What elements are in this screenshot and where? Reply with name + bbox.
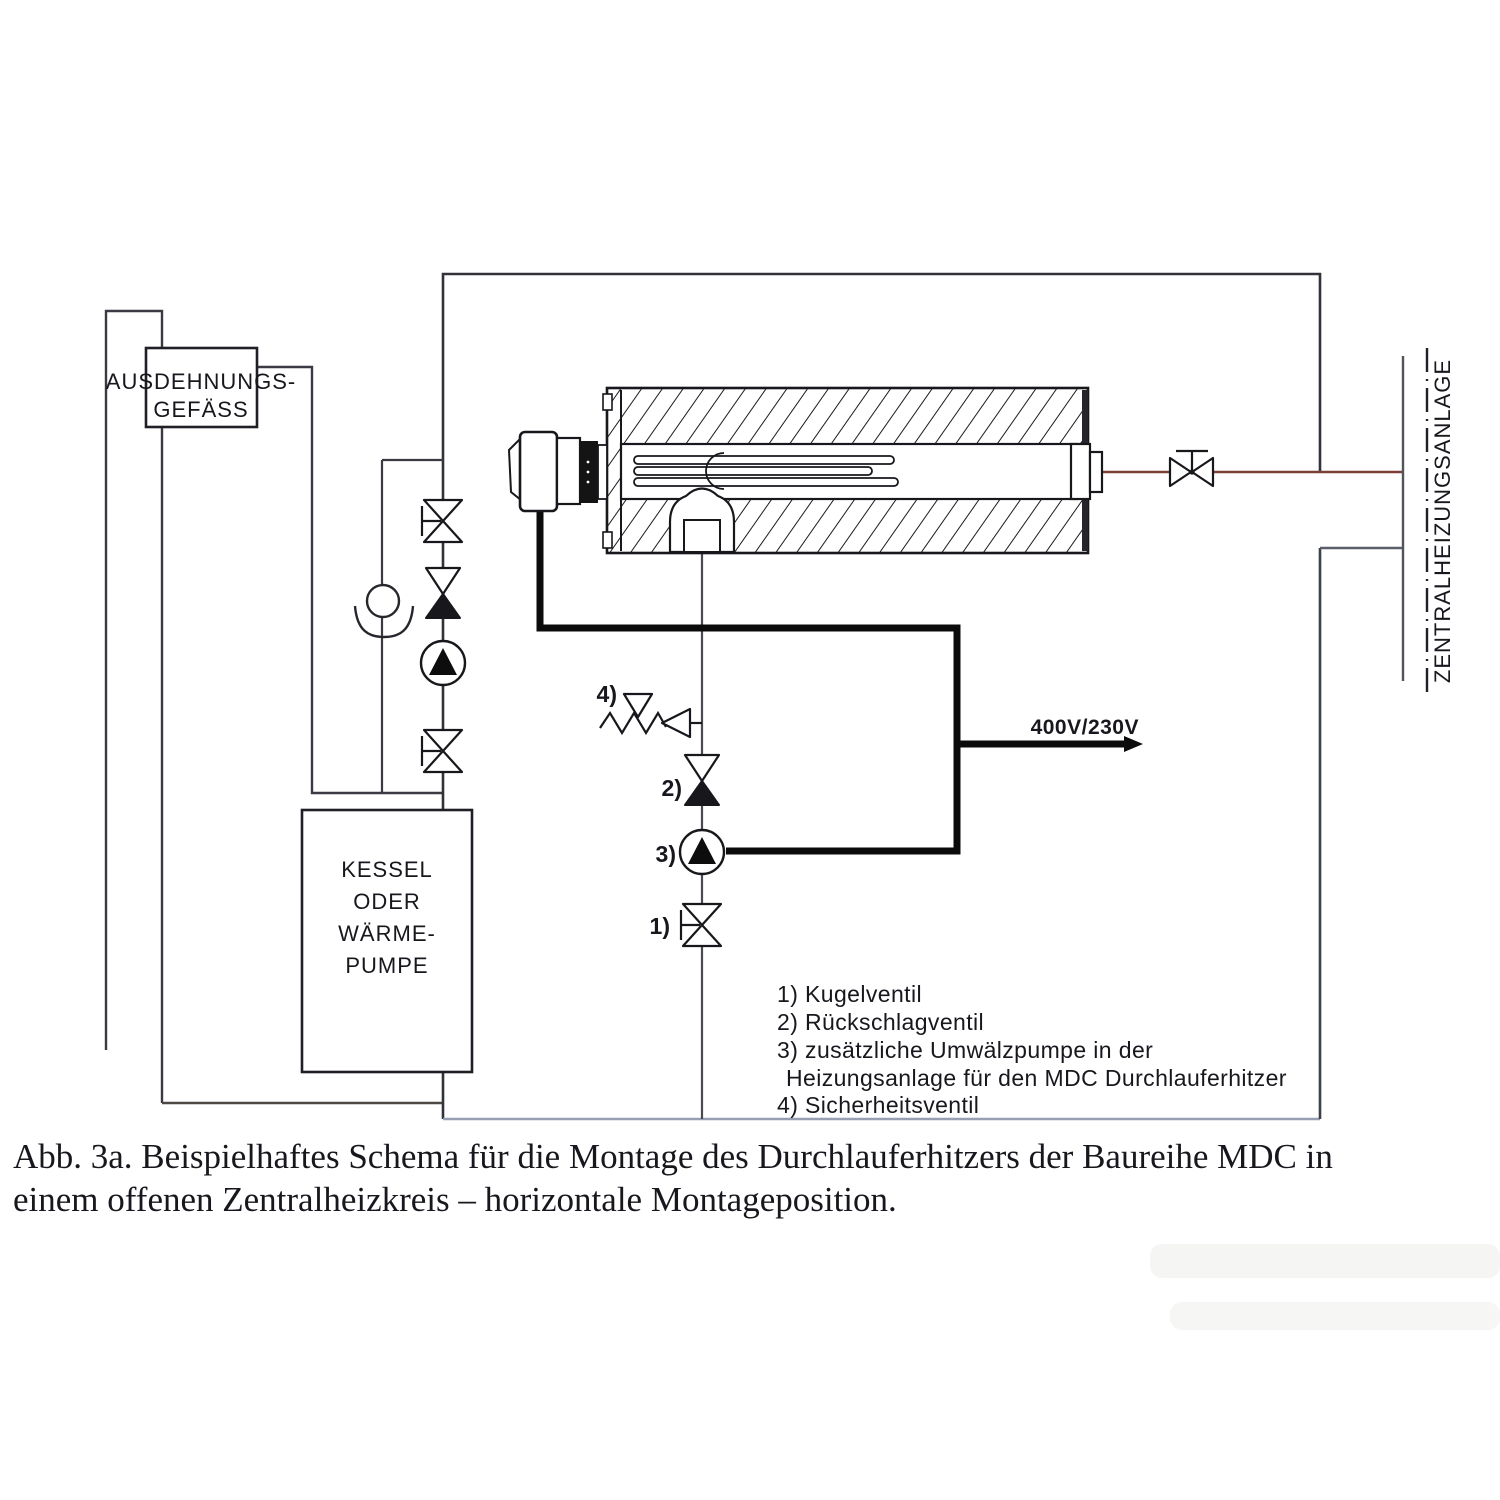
outlet-valve <box>1170 451 1213 486</box>
boiler-label-4: PUMPE <box>345 953 429 978</box>
heater-endplate-top <box>1082 390 1088 444</box>
legend <box>777 981 1287 1118</box>
boiler-label-3: WÄRME- <box>338 921 436 946</box>
legend-item-3b: Heizungsanlage für den MDC Durchlauferhitzer <box>786 1065 1287 1091</box>
callout-3: 3) <box>655 841 676 867</box>
boiler-label-2: ODER <box>353 889 421 914</box>
legend-item-1: 1) Kugelventil <box>777 981 922 1007</box>
safety-valve-top-icon <box>624 694 652 717</box>
callout-4: 4) <box>596 681 617 707</box>
callout-2: 2) <box>661 775 682 801</box>
safety-valve-body-icon <box>662 709 690 737</box>
heater-outlet-fitting-2 <box>1090 452 1102 492</box>
artifact-band-2 <box>1170 1302 1500 1330</box>
ball-valve-icon <box>422 500 462 542</box>
ball-valve-icon <box>422 730 462 772</box>
caption-line-1: Abb. 3a. Beispielhaftes Schema für die Montage des Durchlauferhitzers der Baureihe MDC in <box>13 1137 1333 1176</box>
caption-line-2: einem offenen Zentralheizkreis – horizontale Montageposition. <box>13 1180 897 1219</box>
artifact-band-1 <box>1150 1244 1500 1278</box>
power-cable-path <box>540 505 957 851</box>
heater-flange-notch-top <box>603 394 612 410</box>
legend-item-3: 3) zusätzliche Umwälzpumpe in der <box>777 1037 1154 1063</box>
central-heating-label: ZENTRALHEIZUNGSANLAGE <box>1430 358 1455 684</box>
check-valve-icon <box>426 568 460 618</box>
heater-inlet-fitting <box>684 520 720 552</box>
heater-endplate-bottom <box>1082 499 1088 551</box>
valve-column-center <box>597 681 724 946</box>
figure-caption <box>13 1137 1333 1219</box>
head-band-dot-3 <box>587 481 590 484</box>
pipe-vessel-to-boiler <box>257 367 443 793</box>
heater-head-cap <box>520 432 557 511</box>
flow-heater <box>509 388 1102 553</box>
boiler-label-1: KESSEL <box>341 857 433 882</box>
scan-artifacts <box>1150 1244 1500 1330</box>
heating-rod-1 <box>634 456 894 464</box>
legend-item-2: 2) Rückschlagventil <box>777 1009 985 1035</box>
voltage-label: 400V/230V <box>1030 716 1139 739</box>
heater-head-mid <box>557 438 580 504</box>
power-cable <box>540 505 1143 851</box>
heater-flange-notch-bottom <box>603 532 612 548</box>
callout-1: 1) <box>649 913 670 939</box>
head-band-dot-2 <box>587 471 590 474</box>
heating-rod-2 <box>634 467 872 475</box>
head-band-dot-1 <box>587 461 590 464</box>
heating-rod-3 <box>634 478 898 486</box>
safety-valve-spring-icon <box>600 713 666 733</box>
gauge-icon <box>367 585 399 617</box>
boiler <box>302 810 472 1072</box>
heater-head-spacer <box>598 445 607 499</box>
outlet-valve-center <box>1189 469 1194 474</box>
check-valve-icon <box>685 755 719 805</box>
ball-valve-icon <box>681 904 721 946</box>
outlet-valve-right-icon <box>1192 458 1213 486</box>
pump-icon <box>421 641 465 685</box>
expansion-vessel-label-1: AUSDEHNUNGS- <box>105 369 297 394</box>
outlet-valve-left-icon <box>1170 458 1191 486</box>
pump-icon <box>680 830 724 874</box>
expansion-vessel-label-2: GEFÄSS <box>153 397 249 422</box>
legend-item-4: 4) Sicherheitsventil <box>777 1092 980 1118</box>
heater-outlet-fitting-1 <box>1071 444 1090 499</box>
